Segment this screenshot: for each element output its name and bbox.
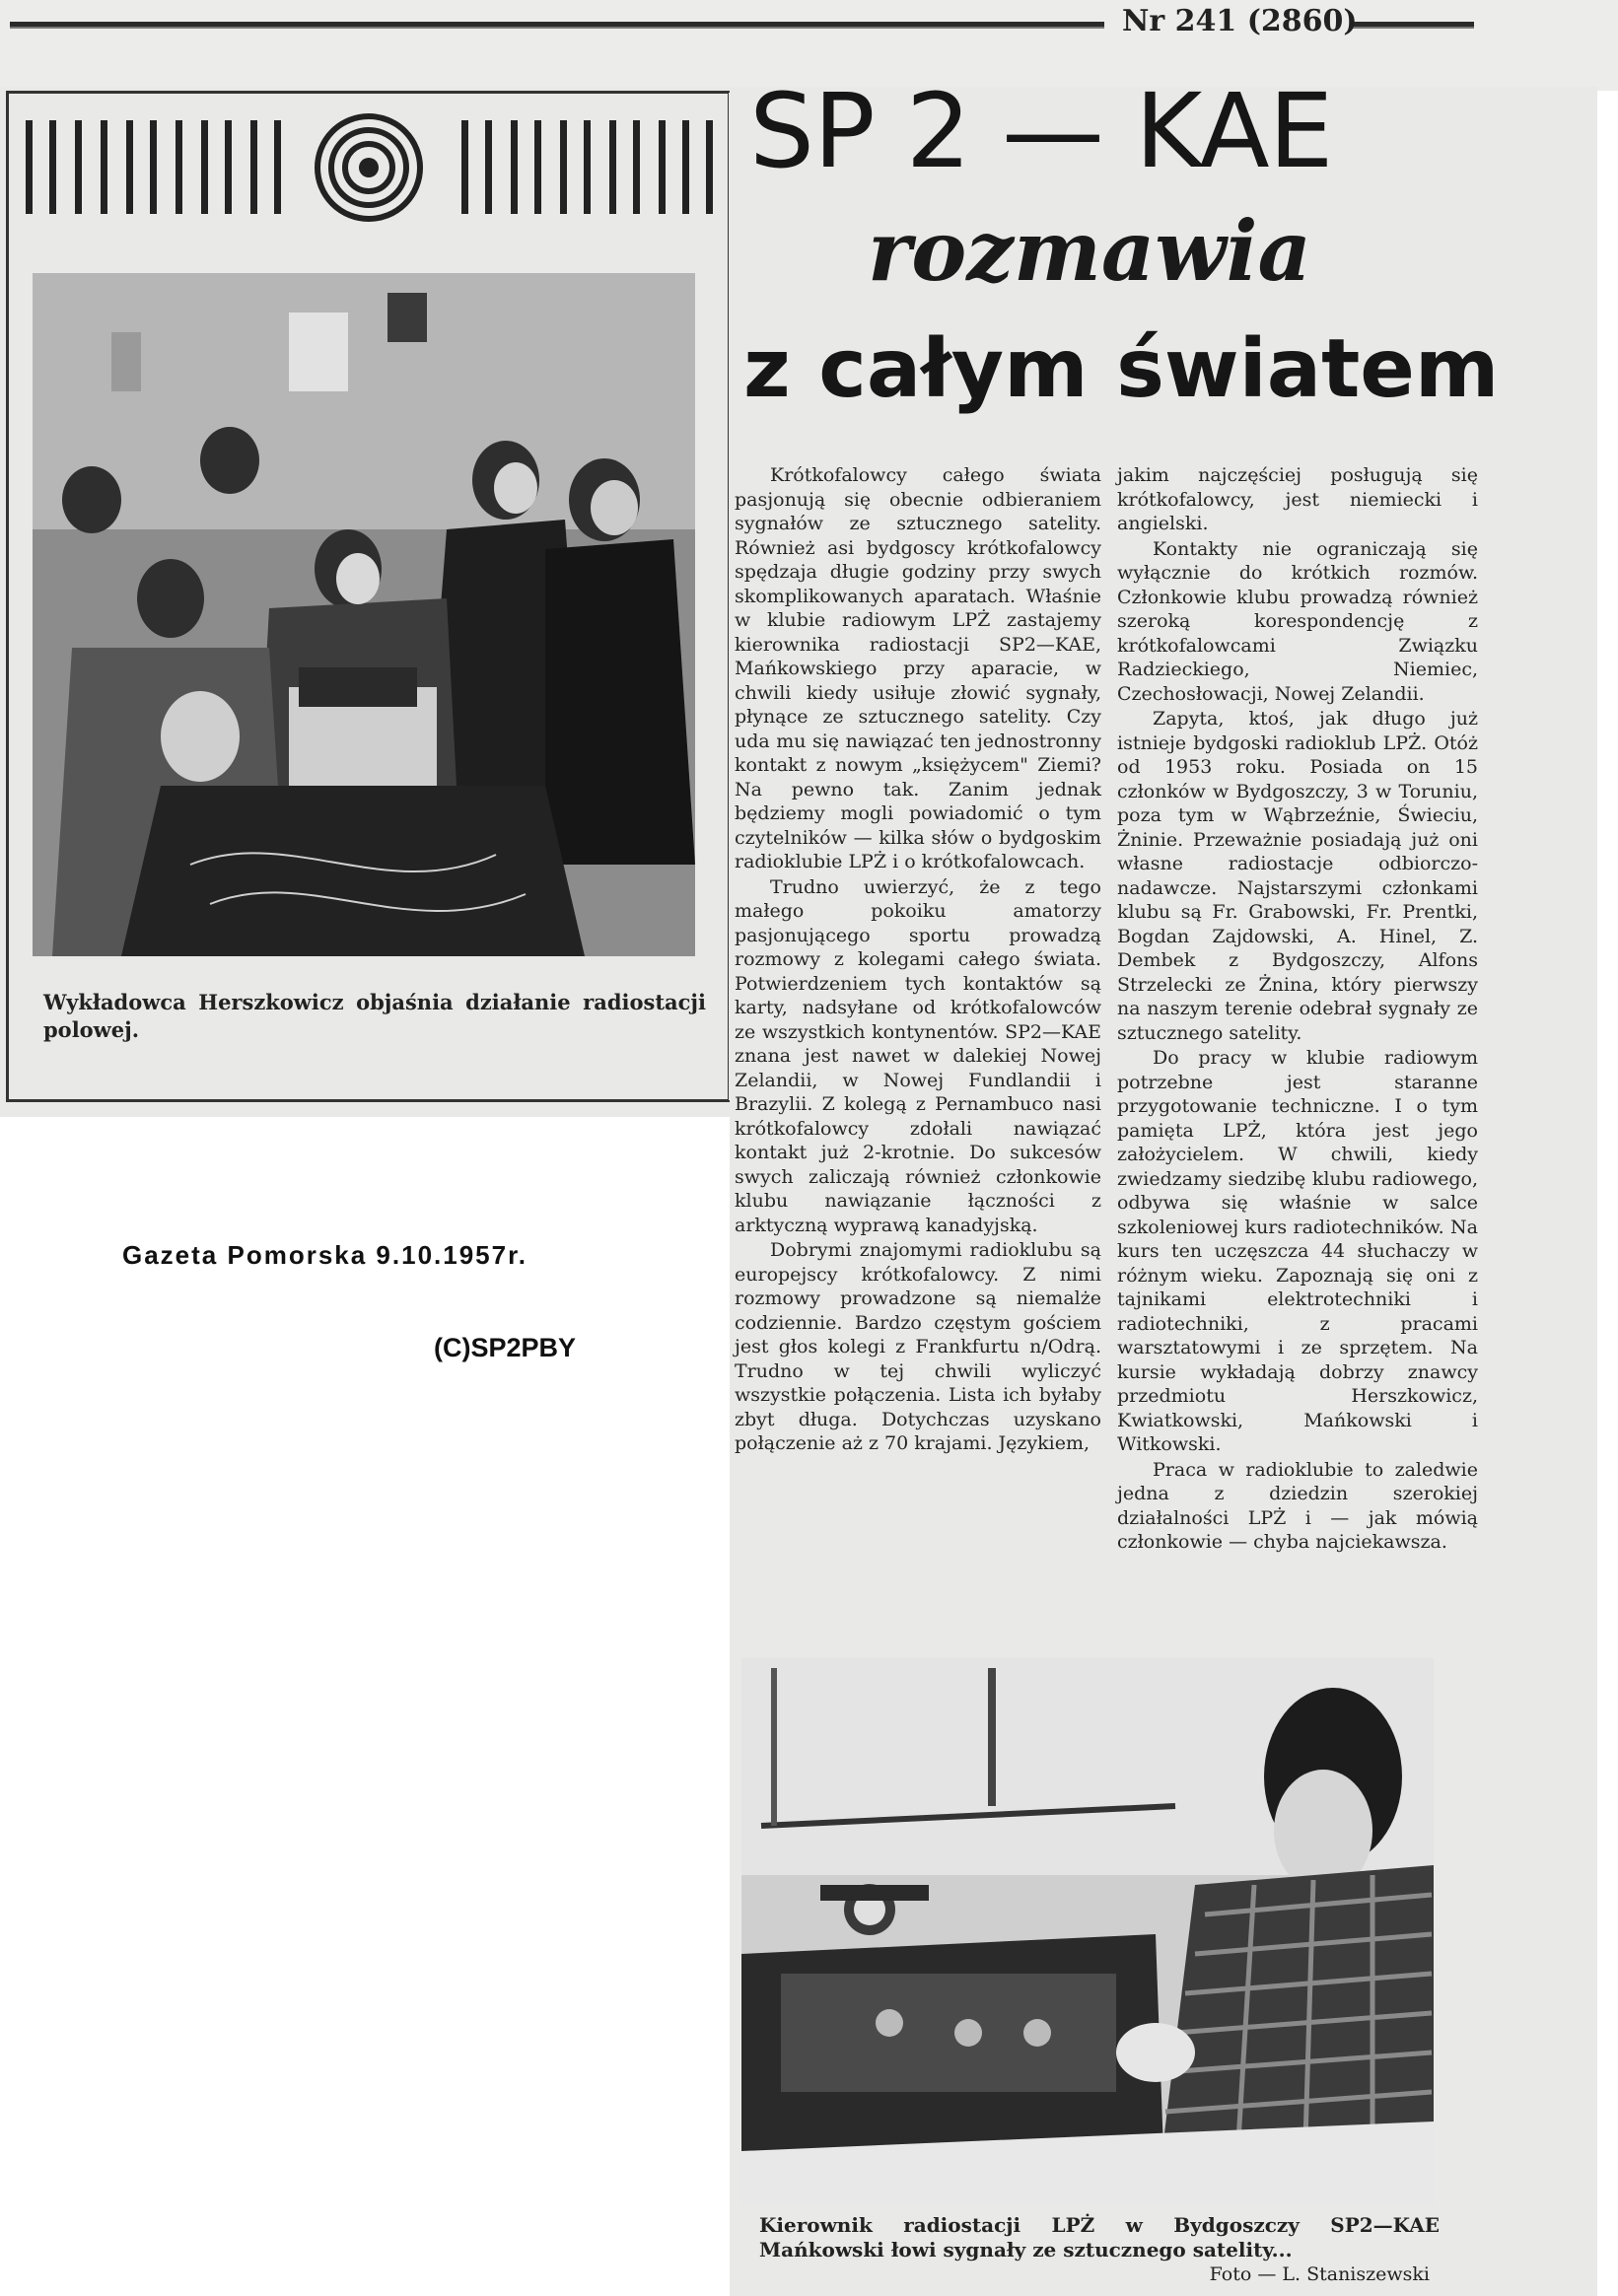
issue-number: Nr 241 (2860) (1122, 4, 1358, 38)
radio-wave-ornament-icon (22, 110, 717, 224)
article-column-2 (1117, 463, 1478, 1556)
radio-operator-photo (741, 1658, 1434, 2205)
radio-class-photo (33, 273, 695, 956)
left-photo-caption: Wykładowca Herszkowicz objaśnia działanie radiostacji polowej. (43, 990, 706, 1042)
paragraph: jakim najczęściej posługują się krótkofalowcy, jest niemiecki i angielski. (1117, 464, 1478, 534)
paragraph: Zapyta, ktoś, jak długo już istnieje bydgoski radioklub LPŻ. Otóż od 1953 roku. Posiada on 15 członków w Bydgoszczy, 3 w Toruniu, poza tym w Wąbrzeźnie, Świeciu, Żninie. Przeważnie posiadają już oni własne radiostacje odbiorczo-nadawcze. Najstarszymi członkami klubu są Fr. Grabowski, Fr. Prentki, Bogdan Zajdowski, A. Hinel, Z. Dembek z Bydgoszczy, Alfons Strzelecki ze Żnina, który pierwszy na naszym terenie odebrał sygnały ze sztucznego satelity. (1117, 708, 1478, 1044)
header-rule-right (1351, 22, 1474, 29)
paragraph: Krótkofalowcy całego świata pasjonują się obecnie odbieraniem sygnałów ze sztucznego satelity. Również asi bydgoscy krótkofalowcy spędzaja długie godziny przy swych skomplikowanych aparatach. Właśnie w klubie radiowym LPŻ zastajemy kierownika radiostacji SP2—KAE, Mańkowskiego przy aparacie, w chwili kiedy usiłuje złowić sygnały, płynące ze sztucznego satelity. Czy uda mu się nawiązać ten jednostronny kontakt z nowym „księżycem" Ziemi? Na pewno tak. Zanim jednak będziemy mogli powiadomić o tym czytelników — kilka słów o bydgoskim radioklubie LPŻ i o krótkofalowcach. (735, 464, 1101, 872)
headline-tail: z całym światem (743, 322, 1500, 416)
paragraph: Kontakty nie ograniczają się wyłącznie do krótkich rozmów. Członkowie klubu prowadzą również szeroką korespondencję z krótkofalowcami Związku Radzieckiego, Niemiec, Czechosłowacji, Nowej Zelandii. (1117, 537, 1478, 705)
copyright-annotation: (C)SP2PBY (434, 1333, 577, 1362)
paragraph: Trudno uwierzyć, że z tego małego pokoiku amatorzy pasjonującego sportu prowadzą rozmowy z kolegami całego świata. Potwierdzeniem tych kontaktów są karty, nadsyłane od krótkofalowców ze wszystkich kontynentów. SP2—KAE znana jest nawet w dalekiej Nowej Zelandii, w Nowej Fundlandii i Brazylii. Z kolegą z Pernambuco nasi krótkofalowcy zdołali nawiązać kontakt już 2-krotnie. Do sukcesów swych zaliczają również członkowie klubu nawiązanie łączności z arktyczną wyprawą kanadyjską. (735, 875, 1101, 1236)
paragraph: Dobrymi znajomymi radioklubu są europejscy krótkofalowcy. Z nimi rozmowy prowadzone są niemalże codziennie. Bardzo częstym gościem jest głos kolegi z Frankfurtu n/Odrą. Trudno w tej chwili wyliczyć wszystkie połączenia. Lista ich byłaby zbyt długa. Dotychczas uzyskano połączenie aż z 70 krajami. Językiem, (735, 1239, 1101, 1454)
bottom-photo-caption: Kierownik radiostacji LPŻ w Bydgoszczy SP2—KAE Mańkowski łowi sygnały ze sztucznego satelity... (759, 2213, 1440, 2261)
paragraph: Praca w radioklubie to zaledwie jedna z dziedzin szerokiej działalności LPŻ i — jak mówią członkowie — chyba najciekawsza. (1117, 1458, 1478, 1553)
article-column-1 (735, 463, 1101, 1457)
photo-credit: Foto — L. Staniszewski (1209, 2263, 1430, 2285)
headline-call-sign: SP 2 — KAE (749, 71, 1333, 191)
header-rule (10, 22, 1104, 29)
headline-verb: rozmawia (868, 202, 1311, 300)
paragraph: Do pracy w klubie radiowym potrzebne jest staranne przygotowanie techniczne. I o tym pamięta LPŻ, która jest jego założycielem. W chwili, kiedy zwiedzamy siedzibę klubu radiowego, odbywa się właśnie w salce szkoleniowej kurs radiotechników. Na kurs ten uczęszcza 44 słuchaczy w różnym wieku. Zapoznają się oni z tajnikami elektrotechniki i radiotechniki, z pracami warsztatowymi i ze sprzętem. Na kursie wykładają dobrzy znawcy przedmiotu Herszkowicz, Kwiatkowski, Mańkowski i Witkowski. (1117, 1047, 1478, 1455)
source-annotation: Gazeta Pomorska 9.10.1957r. (122, 1240, 528, 1270)
